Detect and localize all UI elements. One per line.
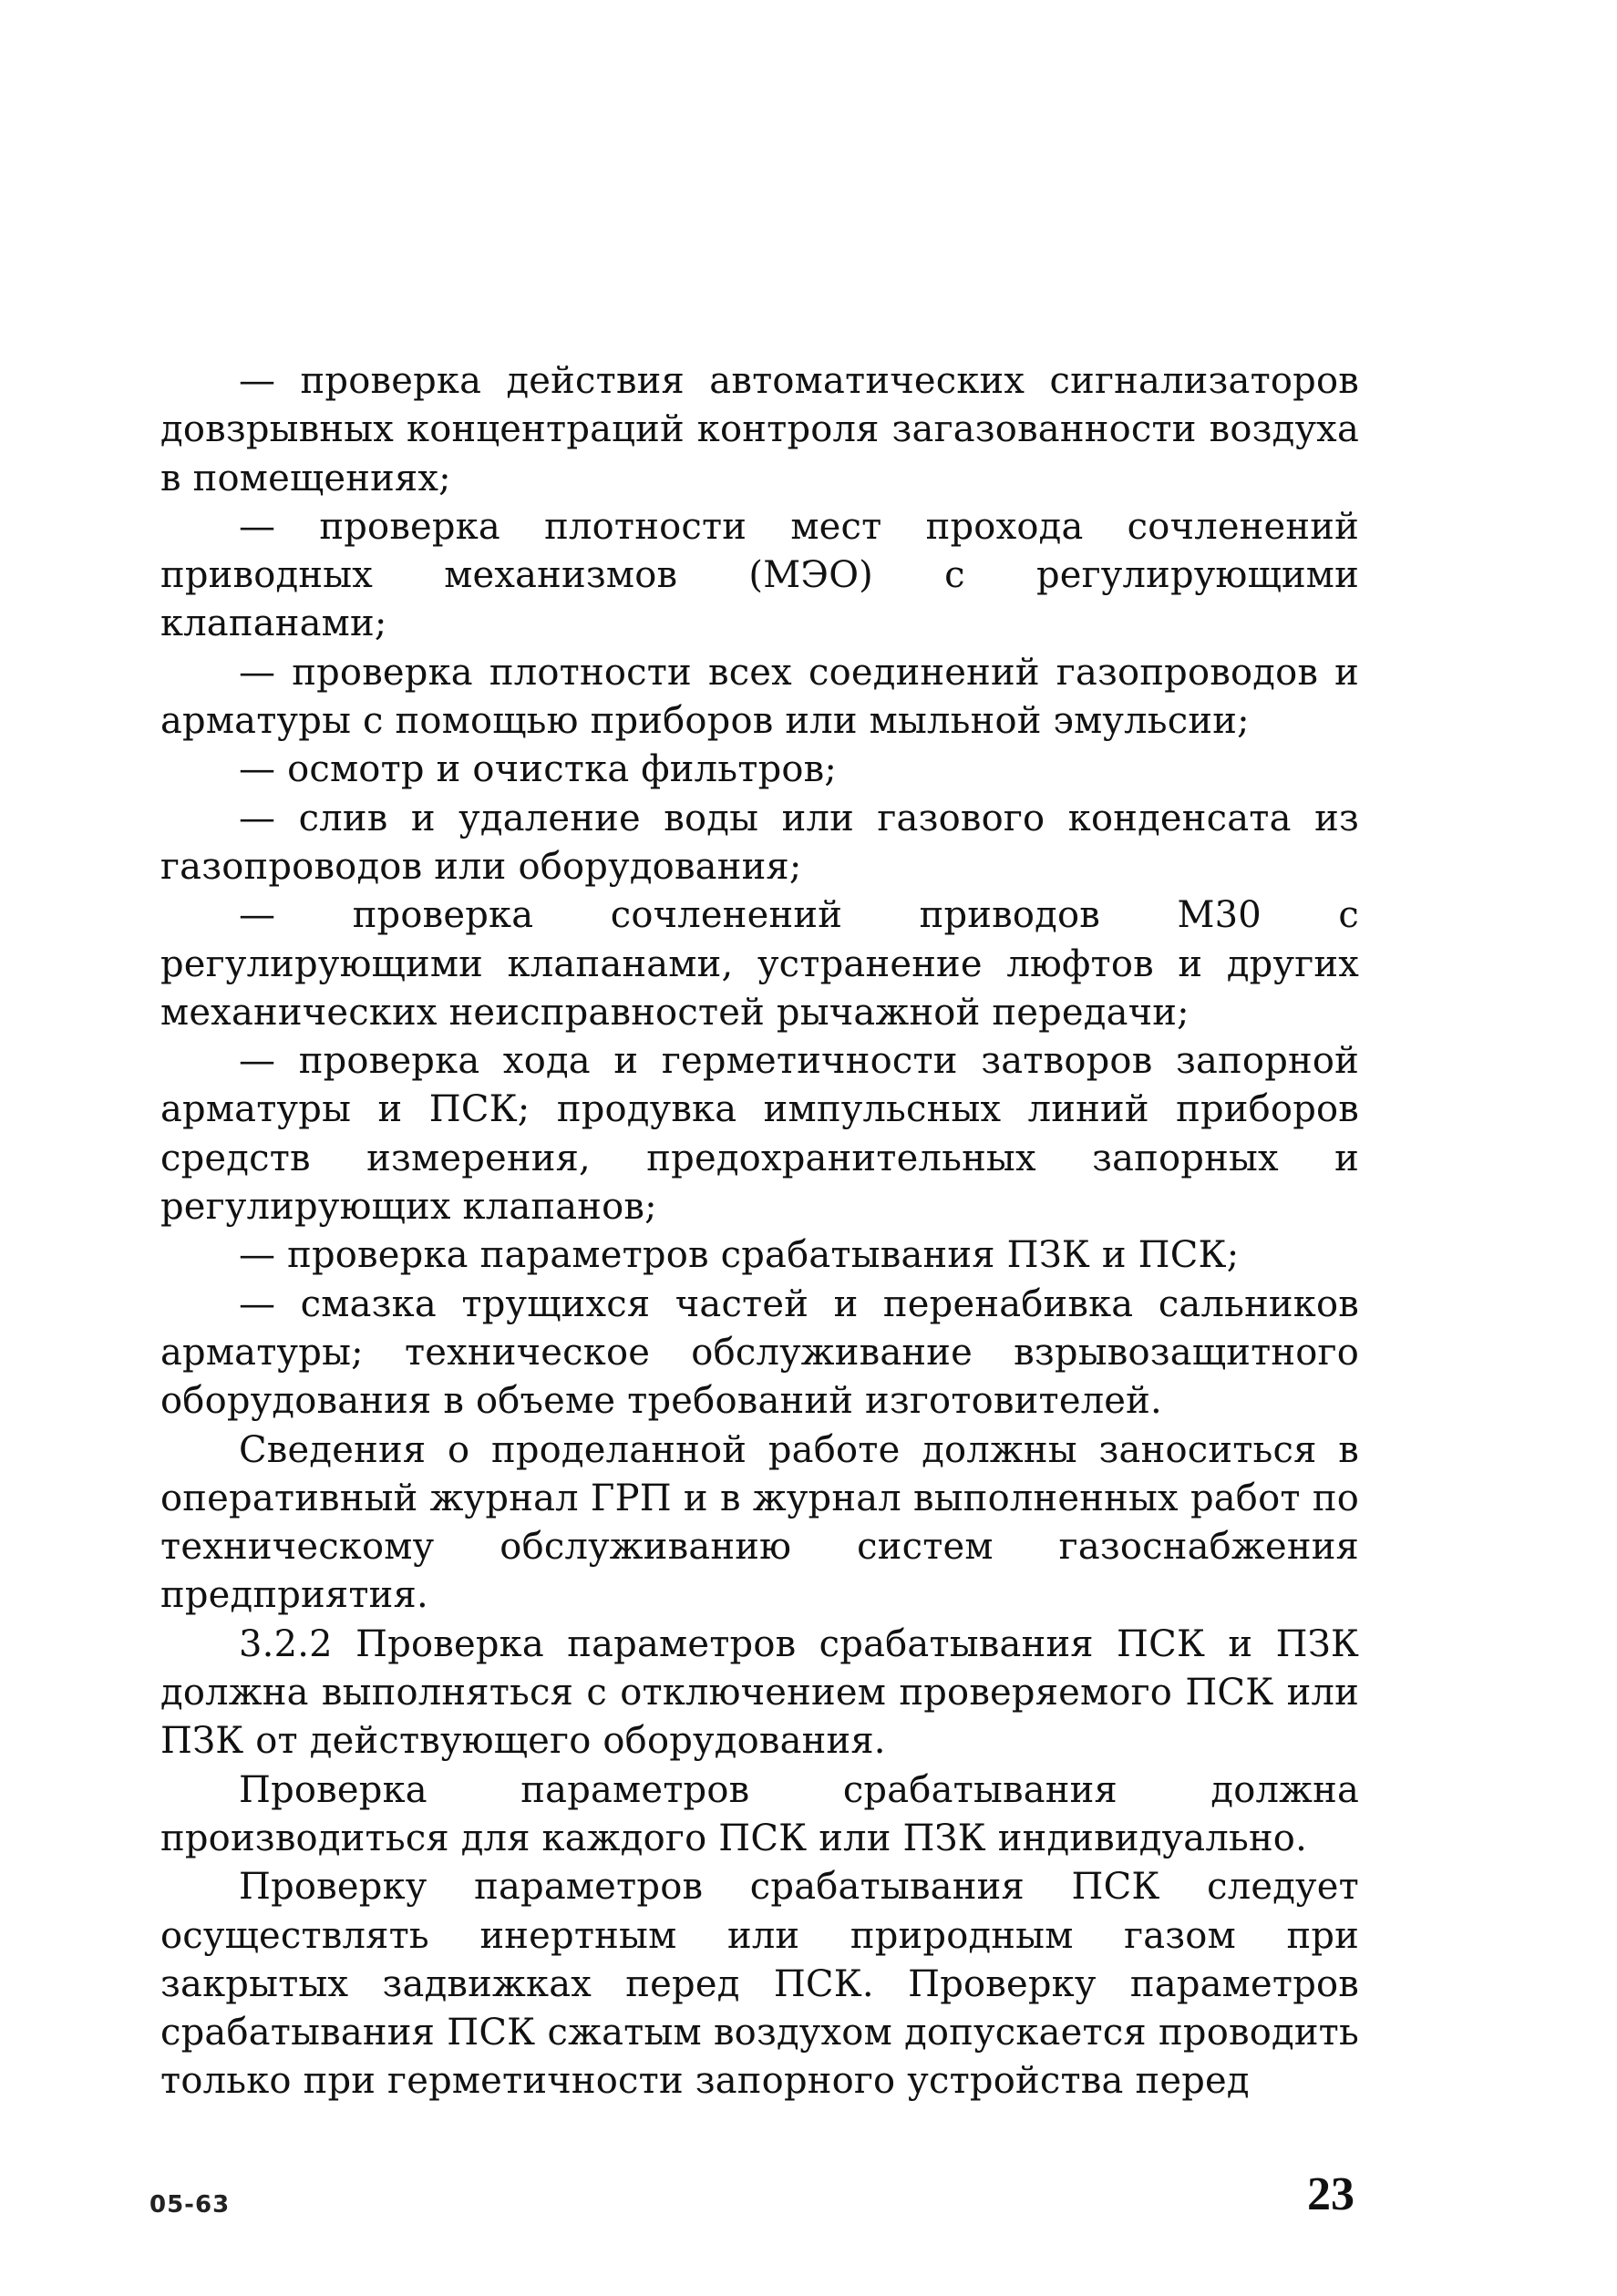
paragraph: 3.2.2 Проверка параметров срабатывания ПСК и ПЗК должна выполняться с отключением проверяемого ПСК или ПЗК от действующего оборудования. bbox=[160, 1622, 1359, 1763]
document-code: 05-63 bbox=[149, 2191, 231, 2219]
paragraph: — проверка плотности мест прохода сочленений приводных механизмов (МЭО) с регулирующими клапанами; bbox=[160, 505, 1359, 645]
paragraph: — проверка плотности всех соединений газопроводов и арматуры с помощью приборов или мыльной эмульсии; bbox=[160, 651, 1359, 743]
paragraph: Сведения о проделанной работе должны заноситься в оперативный журнал ГРП и в журнал выполненных работ по техническому обслуживанию систем газоснабжения предприятия. bbox=[160, 1428, 1359, 1617]
paragraph: — осмотр и очистка фильтров; bbox=[239, 748, 838, 791]
paragraph: — слив и удаление воды или газового конденсата из газопроводов или оборудования; bbox=[160, 797, 1359, 888]
page-number: 23 bbox=[1307, 2168, 1354, 2220]
paragraph: Проверку параметров срабатывания ПСК следует осуществлять инертным или природным газом при закрытых задвижках перед ПСК. Проверку параметров срабатывания ПСК сжатым воздухом допускается проводить только при герметичности запорного устройства перед bbox=[160, 1866, 1359, 2103]
paragraph: — смазка трущихся частей и перенабивка сальников арматуры; техническое обслуживание взрывозащитного оборудования в объеме требований изготовителей. bbox=[160, 1282, 1359, 1423]
paragraph: — проверка действия автоматических сигнализаторов довзрывных концентраций контроля загазованности воздуха в помещениях; bbox=[160, 360, 1359, 499]
paragraph: — проверка параметров срабатывания ПЗК и ПСК; bbox=[239, 1234, 1240, 1277]
paragraph: Проверка параметров срабатывания должна производиться для каждого ПСК или ПЗК индивидуально. bbox=[160, 1768, 1359, 1859]
body-text bbox=[160, 357, 1359, 2106]
paragraph: — проверка хода и герметичности затворов запорной арматуры и ПСК; продувка импульсных линий приборов средств измерения, предохранительных запорных и регулирующих клапанов; bbox=[160, 1040, 1359, 1229]
paragraph: — проверка сочленений приводов М30 с регулирующими клапанами, устранение люфтов и других механических неисправностей рычажной передачи; bbox=[160, 894, 1359, 1034]
